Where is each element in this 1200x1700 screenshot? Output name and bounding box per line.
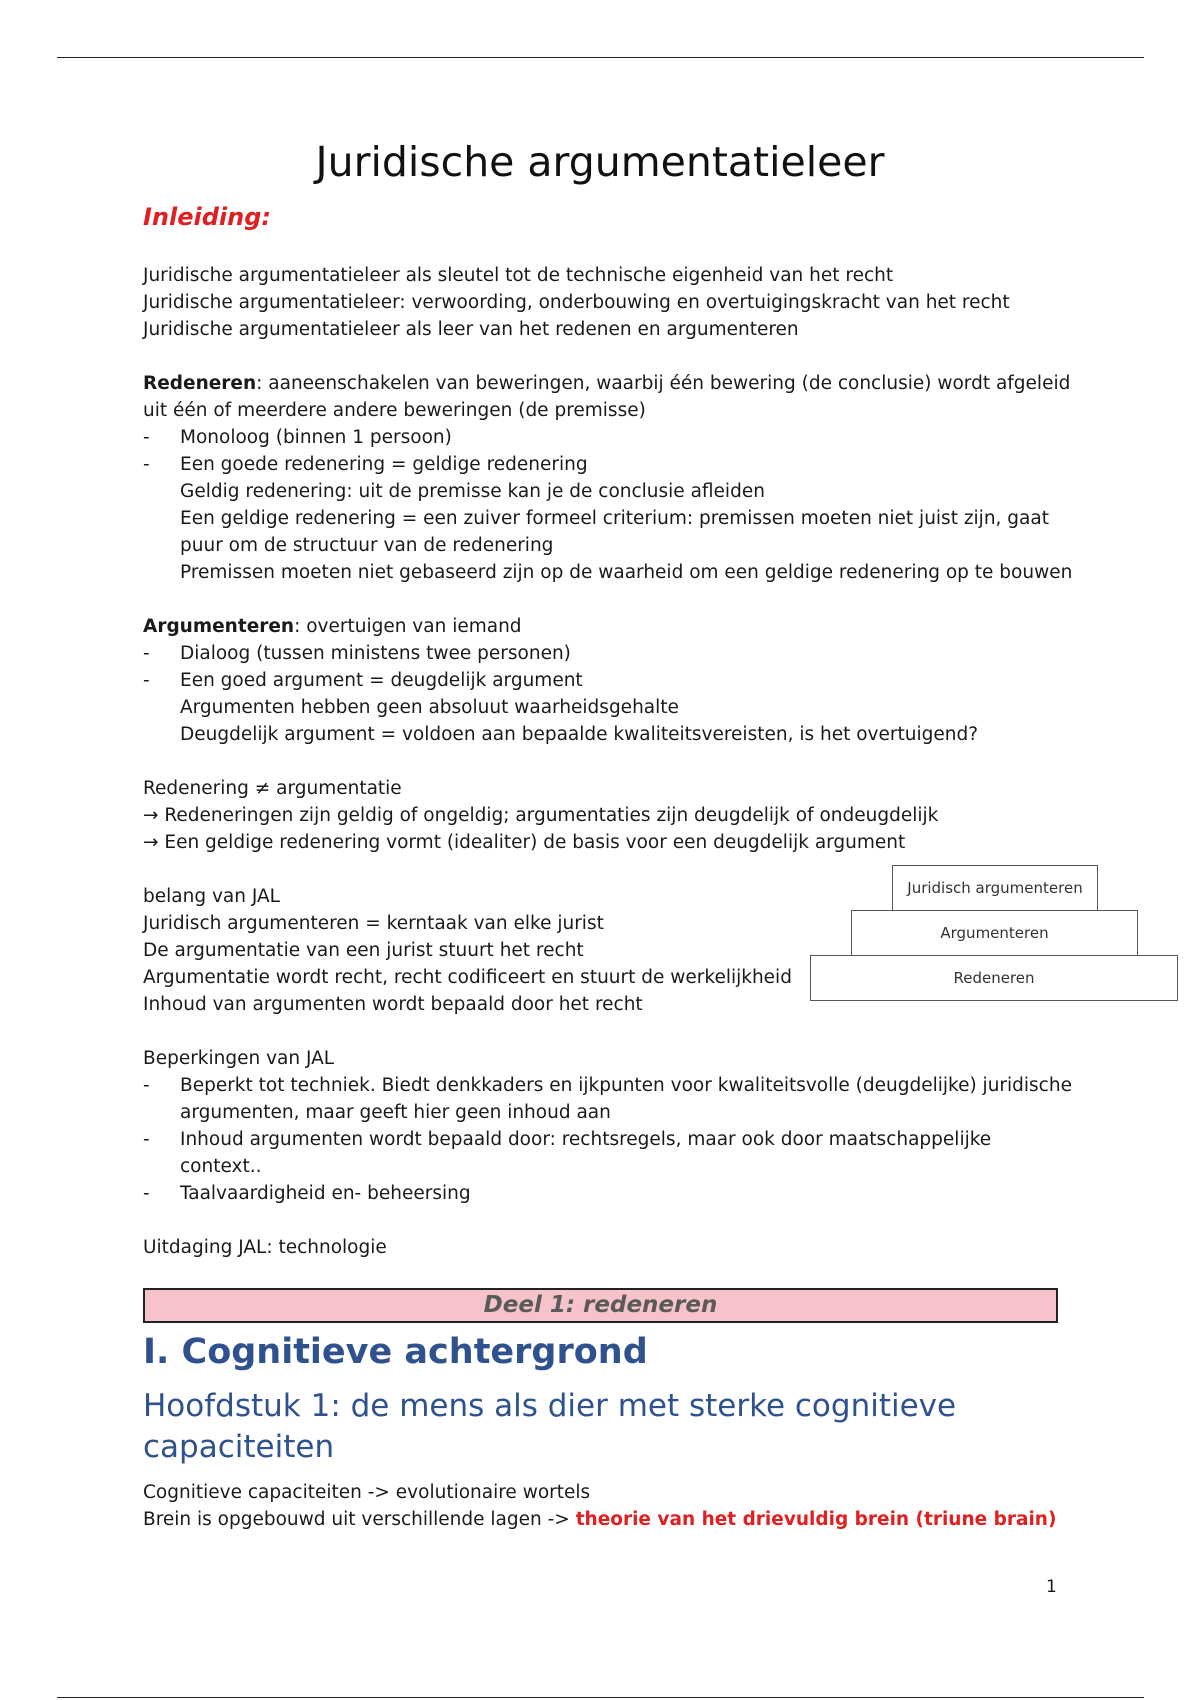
redeneren-definition: : aaneenschakelen van beweringen, waarbij één bewering (de conclusie) wordt afgeleid uit één of meerdere andere beweringen (de premisse): [143, 373, 1071, 421]
list-subline: Deugdelijk argument = voldoen aan bepaalde kwaliteitsvereisten, is het overtuigend?: [180, 724, 979, 745]
redeneren-term: Redeneren: [143, 373, 257, 394]
list-item: - Monoloog (binnen 1 persoon): [143, 424, 1073, 451]
list-item: - Een goed argument = deugdelijk argument: [143, 667, 1073, 694]
list-item: - Dialoog (tussen ministens twee personen): [143, 640, 1073, 667]
beperkingen-heading: Beperkingen van JAL: [143, 1048, 335, 1069]
intro-line: Juridische argumentatieleer als leer van het redenen en argumenteren: [143, 319, 799, 340]
chapter-heading: Hoofdstuk 1: de mens als dier met sterke cognitieve capaciteiten: [143, 1388, 957, 1465]
chapter-body: [143, 1479, 1093, 1533]
intro-heading: Inleiding:: [143, 203, 272, 231]
pyramid-middle-box: Argumenteren: [851, 910, 1138, 956]
list-item: - Beperkt tot techniek. Biedt denkkaders en ijkpunten voor kwaliteitsvolle (deugdelijke) juridische argumenten, maar geeft hier geen inhoud aan: [143, 1072, 1073, 1126]
belang-line: Juridisch argumenteren = kerntaak van elke jurist: [143, 913, 604, 934]
verschil-line: Redenering ≠ argumentatie: [143, 778, 402, 799]
pyramid-bottom-box: Redeneren: [810, 955, 1178, 1001]
list-item: - Taalvaardigheid en- beheersing: [143, 1180, 1073, 1207]
section-heading: I. Cognitieve achtergrond: [143, 1332, 648, 1372]
argumenteren-term: Argumenteren: [143, 616, 295, 637]
list-subline: Argumenten hebben geen absoluut waarheidsgehalte: [180, 697, 679, 718]
intro-line: Juridische argumentatieleer: verwoording, onderbouwing en overtuigingskracht van het recht: [143, 292, 1010, 313]
list-subline: Geldig redenering: uit de premisse kan je de conclusie afleiden: [180, 481, 765, 502]
chapter-line: [143, 1506, 1093, 1533]
belang-heading: belang van JAL: [143, 886, 280, 907]
uitdaging-line: Uitdaging JAL: technologie: [143, 1237, 387, 1258]
verschil-line: → Redeneringen zijn geldig of ongeldig; argumentaties zijn deugdelijk of ondeugdelijk: [143, 805, 939, 826]
chapter-line-text: Brein is opgebouwd uit verschillende lagen ->: [143, 1509, 576, 1530]
list-item: - Een goede redenering = geldige redenering: [143, 451, 1073, 478]
belang-line: Inhoud van argumenten wordt bepaald door het recht: [143, 994, 643, 1015]
pyramid-top-box: Juridisch argumenteren: [892, 865, 1098, 911]
intro-line: Juridische argumentatieleer als sleutel tot de technische eigenheid van het recht: [143, 265, 894, 286]
argumenteren-paragraph: [143, 613, 1073, 640]
main-content: [143, 200, 1073, 1261]
highlighted-term: theorie van het drievuldig brein (triune brain): [575, 1509, 1057, 1530]
chapter-line: Cognitieve capaciteiten -> evolutionaire wortels: [143, 1482, 591, 1503]
list-item: - Inhoud argumenten wordt bepaald door: rechtsregels, maar ook door maatschappelijke context..: [143, 1126, 1073, 1180]
belang-line: Argumentatie wordt recht, recht codificeert en stuurt de werkelijkheid: [143, 967, 792, 988]
argumenteren-definition: : overtuigen van iemand: [294, 616, 522, 637]
belang-line: De argumentatie van een jurist stuurt het recht: [143, 940, 584, 961]
page-number: 1: [1046, 1577, 1057, 1597]
list-subline: Een geldige redenering = een zuiver formeel criterium: premissen moeten niet juist zijn, gaat puur om de structuur van de redenering: [180, 508, 1049, 556]
part-banner: Deel 1: redeneren: [143, 1288, 1058, 1323]
bottom-rule: [57, 1697, 1144, 1698]
redeneren-paragraph: [143, 370, 1073, 424]
top-rule: [57, 57, 1144, 58]
document-title: Juridische argumentatieleer: [315, 138, 885, 186]
list-subline: Premissen moeten niet gebaseerd zijn op de waarheid om een geldige redenering op te bouwen: [180, 562, 1073, 583]
verschil-line: → Een geldige redenering vormt (idealiter) de basis voor een deugdelijk argument: [143, 832, 906, 853]
